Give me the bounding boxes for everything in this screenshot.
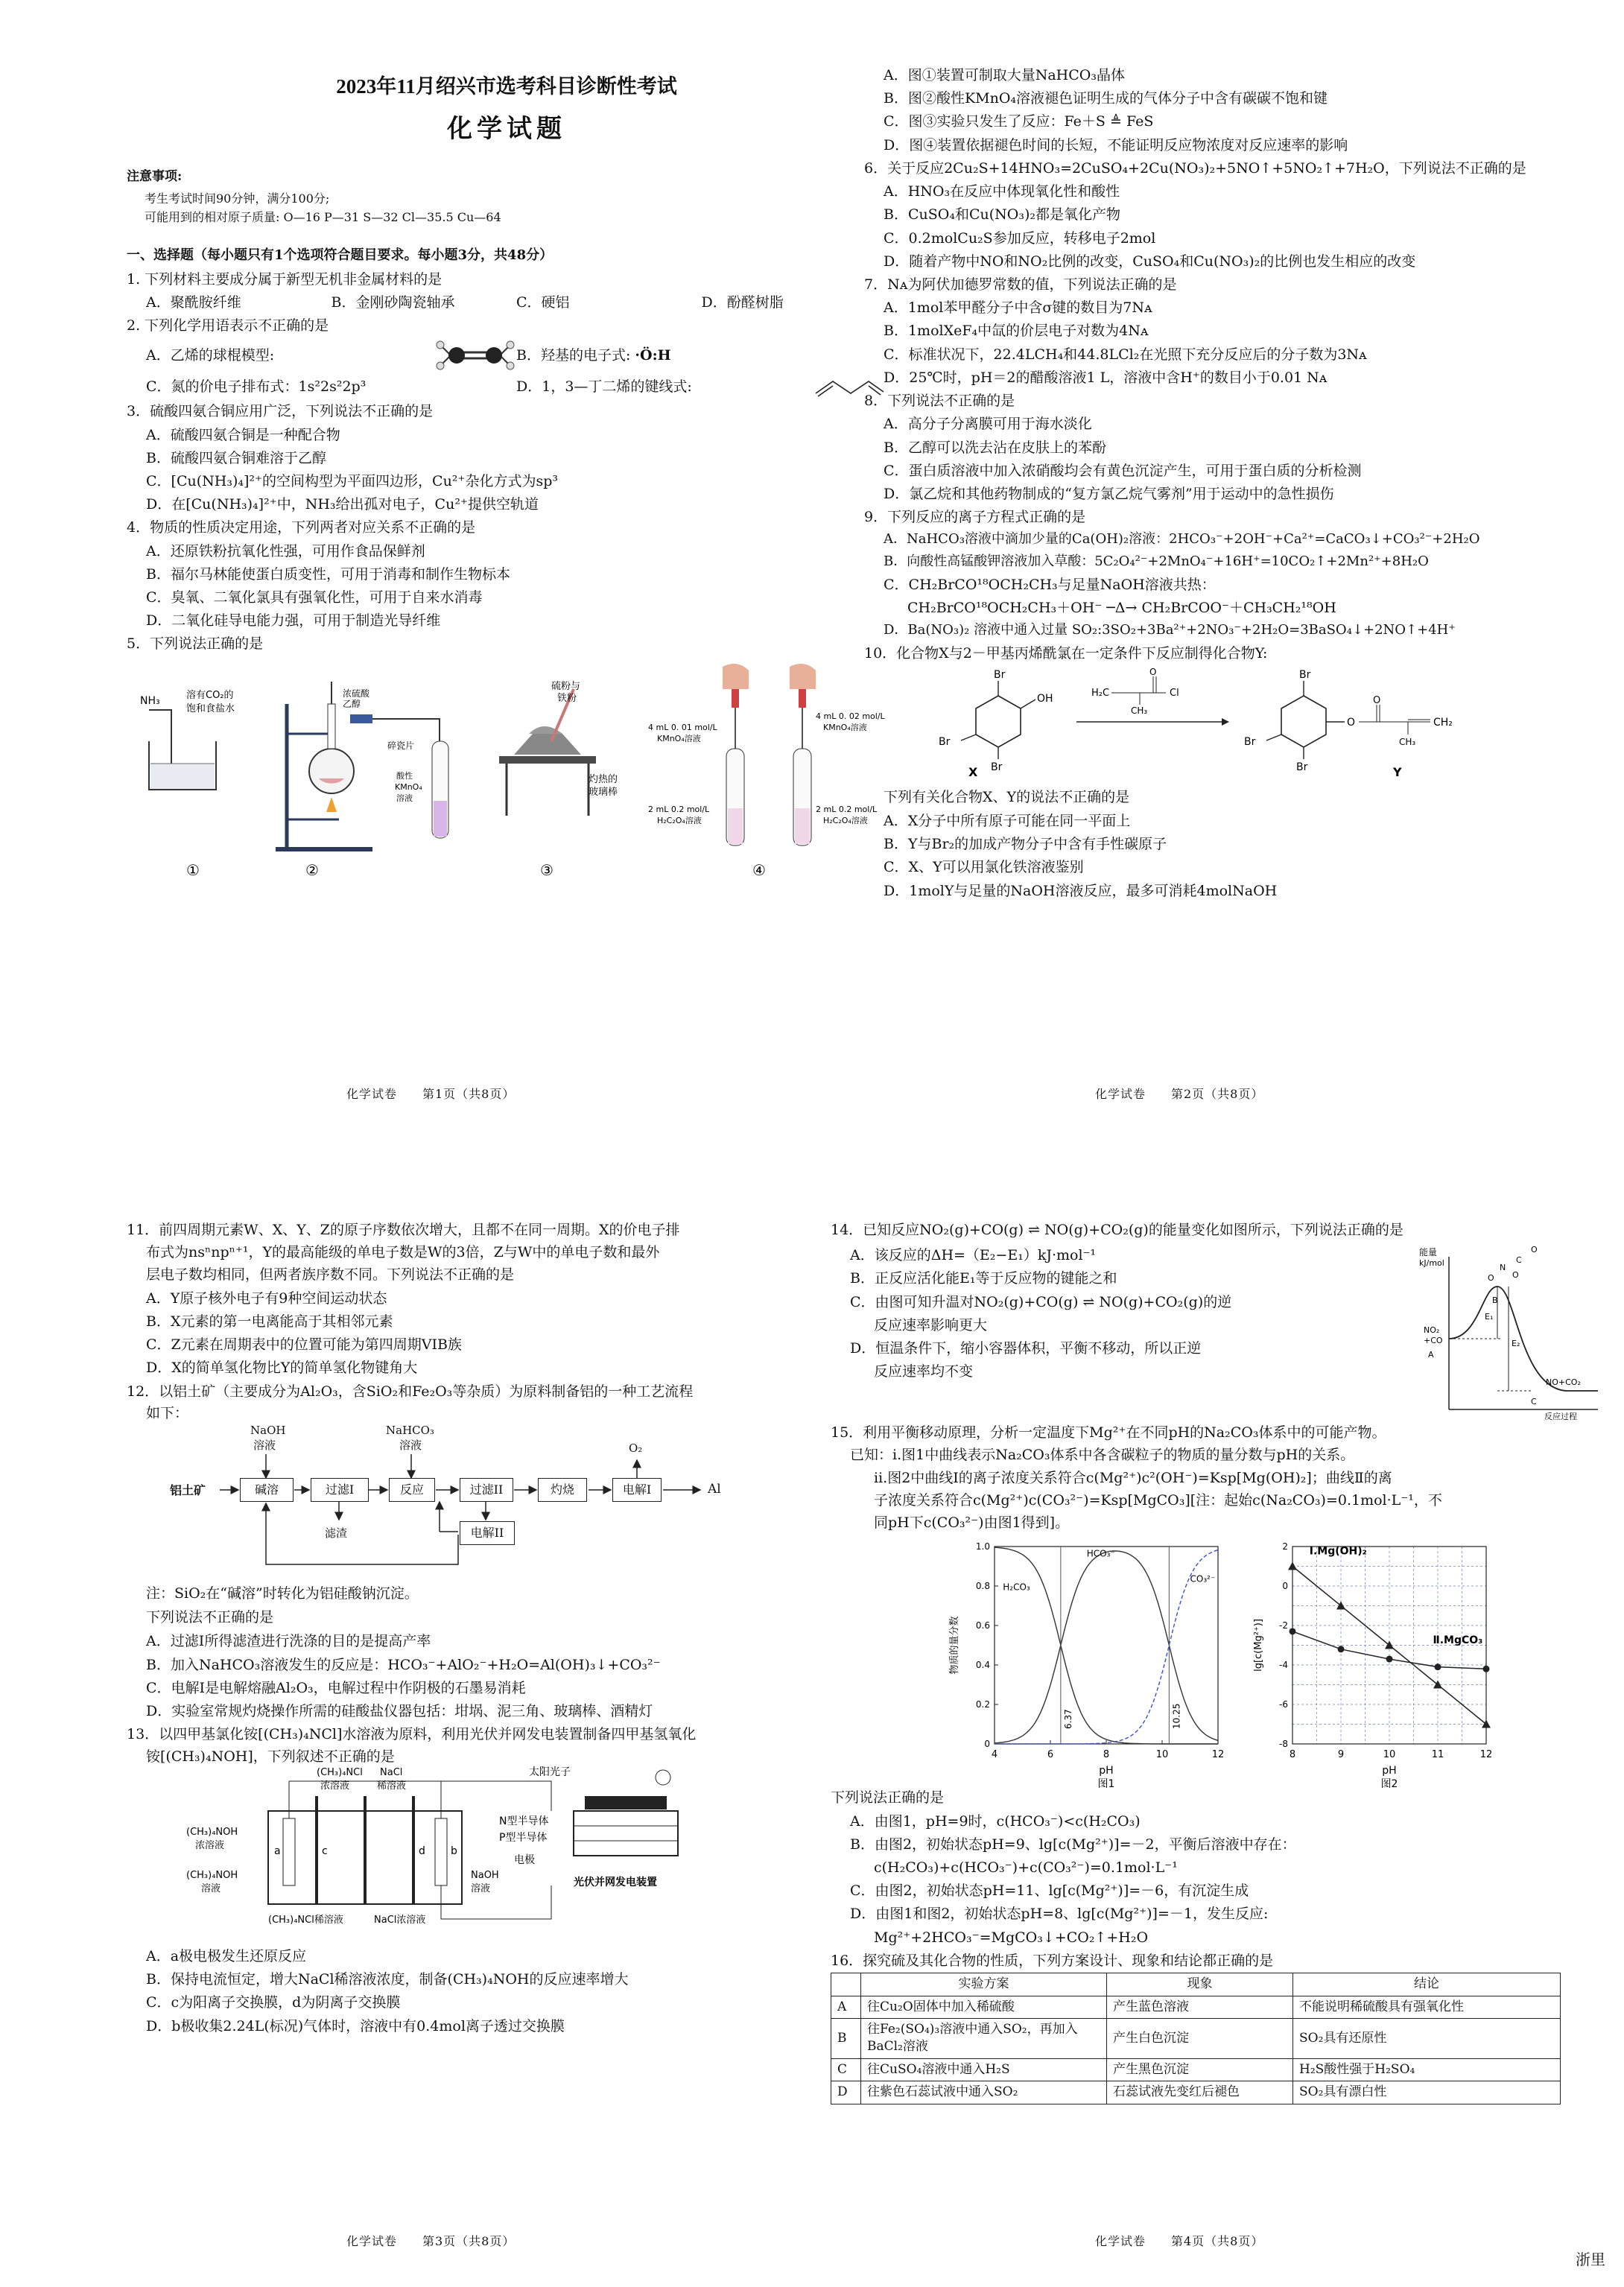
y-tick-label: -8 xyxy=(1279,1739,1288,1750)
option: D．恒温条件下，缩小容器体积，平衡不移动，所以正逆 xyxy=(850,1340,1202,1357)
question-2-row-1 xyxy=(127,339,886,372)
option-d xyxy=(516,375,886,398)
option: B．乙醇可以洗去沾在皮肤上的苯酚 xyxy=(884,439,1106,456)
page-4 xyxy=(831,1218,1605,2104)
option-continued: Mg²⁺+2HCO₃⁻=MgCO₃↓+CO₂↑+H₂O xyxy=(874,1929,1149,1946)
ethylene-ball-stick-icon xyxy=(434,339,516,372)
membrane-c-label: c xyxy=(322,1844,328,1857)
q12-note: 注：SiO₂在“碱溶”时转化为铝硅酸钠沉淀。 xyxy=(146,1585,419,1602)
option: C．CH₂BrCO¹⁸OCH₂CH₃与足量NaOH溶液共热： xyxy=(884,577,1216,594)
q13-electrolysis-diagram xyxy=(179,1766,849,1938)
diagram-label: 太阳光子 xyxy=(529,1766,571,1778)
q5-apparatus-figures xyxy=(127,659,885,883)
x-br-label: Br xyxy=(939,735,951,748)
fig-label: E₂ xyxy=(1512,1339,1520,1349)
table-cell: 石蕊试液先变红后褪色 xyxy=(1107,2081,1293,2104)
notice-heading: 注意事项: xyxy=(127,169,183,185)
fig3-label: 玻璃棒 xyxy=(589,786,618,798)
y-tick-label: 0.2 xyxy=(975,1699,990,1710)
option: D．b极收集2.24L(标况)气体时，溶液中有0.4mol离子透过交换膜 xyxy=(146,2017,565,2034)
diagram-label: 溶液 xyxy=(201,1882,221,1894)
fig4-label: 2 mL 0.2 mol/L xyxy=(816,804,878,814)
fig2-label: 溶液 xyxy=(396,793,413,803)
q16-table xyxy=(831,1973,1561,2104)
notice-line-2: 可能用到的相对原子质量: O—16 P—31 S—32 Cl—35.5 Cu—64 xyxy=(145,210,501,225)
plot-frame xyxy=(995,1547,1218,1744)
fig-label: E₁ xyxy=(1485,1312,1494,1322)
fig-label: +CO xyxy=(1424,1336,1443,1346)
fig-label: O xyxy=(1488,1273,1494,1284)
apparatus-2 xyxy=(276,682,448,849)
data-point xyxy=(1386,1656,1393,1663)
option: A．1mol苯甲醛分子中含σ键的数目为7Nᴀ xyxy=(884,299,1152,317)
table-row xyxy=(831,2018,1561,2058)
y-tick-label: -2 xyxy=(1279,1620,1288,1631)
y-br-label: Br xyxy=(1244,735,1256,748)
data-point xyxy=(1288,1562,1297,1570)
corner-watermark: 浙里 xyxy=(1576,2250,1605,2269)
q10-sub-stem: 下列有关化合物X、Y的说法不正确的是 xyxy=(884,788,1130,805)
chart-title: 图1 xyxy=(1097,1778,1115,1791)
series-label: Ⅰ.Mg(OH)₂ xyxy=(1309,1545,1367,1558)
y-tick-label: 0 xyxy=(1282,1581,1288,1592)
flow-box: 碱溶 xyxy=(240,1478,294,1502)
q15-known-line: 同pH下c(CO₃²⁻)由图1得到]。 xyxy=(874,1514,1070,1532)
option: D．图④装置依据褪色时间的长短，不能证明反应物浓度对反应速率的影响 xyxy=(884,136,1348,153)
fig-label: B xyxy=(1492,1295,1498,1306)
data-point xyxy=(1435,1663,1441,1670)
question-12-stem-line: 12．以铝土矿（主要成分为Al₂O₃，含SiO₂和Fe₂O₃等杂质）为原料制备铝的一种工艺流程 xyxy=(127,1383,694,1400)
option: A．NaHCO₃溶液中滴加少量的Ca(OH)₂溶液：2HCO₃⁻+2OH⁻+Ca²⁺=CaCO₃↓+CO₃²⁻+2H₂O xyxy=(884,531,1480,548)
flow-reagent: 溶液 xyxy=(399,1438,422,1452)
option: B．金刚砂陶瓷轴承 xyxy=(331,294,455,311)
option: C．0.2molCu₂S参加反应，转移电子2mol xyxy=(884,229,1156,247)
question-15-stem: 15．利用平衡移动原理，分析一定温度下Mg²⁺在不同pH的Na₂CO₃体系中的可能产物。 xyxy=(831,1424,1386,1441)
fig-label: A xyxy=(1428,1350,1434,1360)
q15-charts xyxy=(831,1535,1605,1791)
question-11-stem-line: 布式为nsⁿnpⁿ⁺¹，Y的最高能级的单电子数是W的3倍，Z与W中的单电子数和最外 xyxy=(146,1244,660,1261)
question-8-stem: 8．下列说法不正确的是 xyxy=(864,393,1015,410)
option: B．1molXeF₄中氙的价层电子对数为4Nᴀ xyxy=(884,323,1149,340)
section-heading: 一、选择题（每小题只有1个选项符合题目要求。每小题3分，共48分） xyxy=(127,247,554,263)
reagent-label: H₂C xyxy=(1091,687,1110,699)
option: A．高分子分离膜可用于海水淡化 xyxy=(884,416,1092,433)
chart-figure-2 xyxy=(1248,1535,1501,1791)
diagram-label: (CH₃)₄NCl xyxy=(317,1766,363,1778)
equation-line: CH₂BrCO¹⁸OCH₂CH₃＋OH⁻ ─Δ→ CH₂BrCOO⁻＋CH₃CH₂¹⁸OH xyxy=(907,600,1336,617)
diagram-label: (CH₃)₄NOH xyxy=(186,1826,238,1838)
table-row xyxy=(831,2058,1561,2081)
x-tick-label: 11 xyxy=(1431,1749,1444,1761)
option: D．25℃时，pH＝2的醋酸溶液1 L，溶液中含H⁺的数目小于0.01 Nᴀ xyxy=(884,369,1328,386)
fig4-label: 4 mL 0. 02 mol/L xyxy=(816,711,885,721)
page-footer-2: 化学试卷 第2页（共8页） xyxy=(1095,1087,1264,1101)
option: A．还原铁粉抗氧化性强，可用作食品保鲜剂 xyxy=(146,542,425,559)
fig4-label: 4 mL 0. 01 mol/L xyxy=(648,722,717,732)
question-1-options xyxy=(127,293,886,312)
fig2-label: 酸性 xyxy=(396,770,413,781)
option: A．HNO₃在反应中体现氧化性和酸性 xyxy=(884,183,1120,200)
chart-figure-1 xyxy=(935,1535,1233,1791)
fig-number-4: ④ xyxy=(752,860,766,879)
question-14-stem: 14．已知反应NO₂(g)+CO(g) ⇌ NO(g)+CO₂(g)的能量变化如图所示，下列说法正确的是 xyxy=(831,1222,1403,1238)
x-tick-label: 10 xyxy=(1383,1749,1396,1761)
y-ch2-label: CH₂ xyxy=(1433,716,1453,729)
compound-y-label: Y xyxy=(1393,764,1402,779)
option: A．a极电极发生还原反应 xyxy=(146,1947,307,1964)
option-c: C．氮的价电子排布式：1s²2s²2p³ xyxy=(146,378,367,396)
fig-label: N xyxy=(1500,1263,1506,1273)
option: C．Z元素在周期表中的位置可能为第四周期VIB族 xyxy=(146,1336,462,1354)
fig4-label: H₂C₂O₄溶液 xyxy=(657,815,702,825)
table-row xyxy=(831,1996,1561,2018)
table-cell: C xyxy=(831,2058,861,2081)
series-line xyxy=(995,1548,1218,1743)
page-footer-1: 化学试卷 第1页（共8页） xyxy=(346,1087,516,1101)
fig-label: C xyxy=(1516,1255,1522,1266)
diagram-label: NaCl xyxy=(380,1766,403,1778)
hydroxyl-electron-formula: ·Ö:H xyxy=(635,347,671,364)
fig-label: NO+CO₂ xyxy=(1546,1377,1581,1388)
option: A．聚酰胺纤维 xyxy=(146,294,241,311)
reagent-label: Cl xyxy=(1170,687,1179,699)
electrode-a-label: a xyxy=(274,1844,281,1857)
y-o-label: O xyxy=(1373,694,1381,706)
question-7-stem: 7．Nᴀ为阿伏加德罗常数的值，下列说法正确的是 xyxy=(864,276,1177,293)
pka-annotation: 6.37 xyxy=(1062,1709,1073,1730)
option: D．由图1和图2，初始状态pH=8、lg[c(Mg²⁺)]=－1，发生反应: xyxy=(850,1906,1269,1923)
option: D．实验室常规灼烧操作所需的硅酸盐仪器包括：坩埚、泥三角、玻璃棒、酒精灯 xyxy=(146,1703,653,1720)
question-11-stem-line: 层电子数均相同，但两者族序数不同。下列说法不正确的是 xyxy=(146,1266,515,1284)
option: C．臭氧、二氧化氯具有强氧化性，可用于自来水消毒 xyxy=(146,589,483,606)
question-13-stem-line: 13．以四甲基氯化铵[(CH₃)₄NCl]水溶液为原料，利用光伏并网发电装置制备四甲基氢氧化 xyxy=(127,1726,697,1743)
table-cell: 往紫色石蕊试液中通入SO₂ xyxy=(861,2081,1107,2104)
q15-sub-stem: 下列说法正确的是 xyxy=(831,1789,945,1807)
option: D．1molY与足量的NaOH溶液反应，最多可消耗4molNaOH xyxy=(884,882,1278,899)
option: C．c为阳离子交换膜，d为阴离子交换膜 xyxy=(146,1994,401,2011)
fig-label: 反应过程 xyxy=(1544,1412,1577,1422)
flow-box: 电解I xyxy=(612,1478,662,1502)
y-tick-label: -4 xyxy=(1279,1660,1288,1671)
diagram-label: 电极 xyxy=(514,1853,535,1866)
option: B．加入NaHCO₃溶液发生的反应是：HCO₃⁻+AlO₂⁻+H₂O=Al(OH)₃↓+CO₃²⁻ xyxy=(146,1656,661,1673)
question-10-stem: 10．化合物X与2－甲基丙烯酰氯在一定条件下反应制得化合物Y: xyxy=(864,645,1268,662)
membrane-d-label: d xyxy=(419,1844,425,1857)
y-axis-label: lg[c(Mg²⁺)] xyxy=(1253,1619,1264,1672)
fig3-label: 灼热的 xyxy=(589,773,618,785)
option: B．CuSO₄和Cu(NO₃)₂都是氧化产物 xyxy=(884,206,1120,223)
q14-options xyxy=(831,1242,1419,1421)
x-tick-label: 12 xyxy=(1211,1749,1225,1761)
option: C．蛋白质溶液中加入浓硝酸均会有黄色沉淀产生，可用于蛋白质的分析检测 xyxy=(884,462,1362,479)
reagent-label: O xyxy=(1149,666,1157,677)
page-footer-4: 化学试卷 第4页（共8页） xyxy=(1095,2234,1264,2248)
option: B．正反应活化能E₁等于反应物的键能之和 xyxy=(850,1270,1117,1287)
option: A．过滤Ⅰ所得滤渣进行洗涤的目的是提高产率 xyxy=(146,1633,431,1650)
fig2-label: 乙醇 xyxy=(343,698,361,709)
x-tick-label: 4 xyxy=(991,1749,998,1761)
series-label: Ⅱ.MgCO₃ xyxy=(1433,1634,1483,1647)
q12-flowchart xyxy=(164,1423,886,1579)
apparatus-3 xyxy=(499,680,618,816)
option: B．福尔马林能使蛋白质变性，可用于消毒和制作生物标本 xyxy=(146,565,510,583)
flow-output: 滤渣 xyxy=(325,1526,348,1540)
fig1-label: 溶有CO₂的 xyxy=(186,689,234,701)
table-cell: 产生白色沉淀 xyxy=(1107,2018,1293,2058)
q15-known-line: 已知：ⅰ.图1中曲线表示Na₂CO₃体系中各含碳粒子的物质的量分数与pH的关系。 xyxy=(850,1447,1355,1464)
page-1 xyxy=(127,67,886,888)
table-header-row xyxy=(831,1973,1561,1996)
fig3-label: 硫粉与 xyxy=(551,680,581,692)
question-11-stem-line: 11．前四周期元素W、X、Y、Z的原子序数依次增大，且都不在同一周期。X的价电子排 xyxy=(127,1222,680,1238)
diagram-label: (CH₃)₄NOH xyxy=(186,1869,238,1881)
diagram-label: P型半导体 xyxy=(499,1831,548,1844)
x-tick-label: 6 xyxy=(1047,1749,1054,1761)
fig-label: NO₂ xyxy=(1424,1325,1440,1336)
question-3-stem: 3．硫酸四氨合铜应用广泛，下列说法不正确的是 xyxy=(127,403,434,420)
option: C．标准状况下，22.4LCH₄和44.8LCl₂在光照下充分反应后的分子数为3Nᴀ xyxy=(884,346,1367,363)
electrode-b-label: b xyxy=(451,1844,457,1857)
q14-body xyxy=(831,1242,1605,1421)
table-header-cell xyxy=(831,1973,861,1996)
option-continued: 反应速率影响更大 xyxy=(874,1316,988,1333)
y-tick-label: -6 xyxy=(1279,1699,1288,1710)
q15-known-line: ⅱ.图2中曲线Ⅰ的离子浓度关系符合c(Mg²⁺)c²(OH⁻)=Ksp[Mg(OH)₂]；曲线Ⅱ的离 xyxy=(874,1469,1392,1486)
compound-x-label: X xyxy=(968,764,978,779)
question-12-stem-line: 如下： xyxy=(146,1404,189,1421)
table-cell: A xyxy=(831,1996,861,2018)
series-line xyxy=(995,1547,1218,1744)
x-axis-label: pH xyxy=(1382,1765,1397,1777)
question-5-stem: 5．下列说法正确的是 xyxy=(127,635,264,653)
subject-title: 化学试题 xyxy=(447,115,566,144)
data-point xyxy=(1338,1646,1345,1653)
fig1-label: 饱和食盐水 xyxy=(186,702,235,714)
x-br-label: Br xyxy=(994,668,1006,681)
option-continued: 反应速率均不变 xyxy=(874,1363,974,1380)
fig4-label: H₂C₂O₄溶液 xyxy=(823,815,868,825)
table-header-cell: 现象 xyxy=(1107,1973,1293,1996)
table-cell: 往CuSO₄溶液中通入H₂S xyxy=(861,2058,1107,2081)
y-tick-label: 0.6 xyxy=(975,1620,990,1631)
option: B．保持电流恒定，增大NaCl稀溶液浓度，制备(CH₃)₄NOH的反应速率增大 xyxy=(146,1971,629,1988)
x-tick-label: 12 xyxy=(1479,1749,1493,1761)
table-cell: 不能说明稀硫酸具有强氧化性 xyxy=(1293,1996,1561,2018)
diagram-label: 溶液 xyxy=(471,1882,491,1894)
fig4-label: KMnO₄溶液 xyxy=(657,733,701,743)
table-cell: SO₂具有漂白性 xyxy=(1293,2081,1561,2104)
question-9-stem: 9．下列反应的离子方程式正确的是 xyxy=(864,509,1086,526)
fig2-label: 浓硫酸 xyxy=(343,688,370,699)
flow-box: 灼烧 xyxy=(538,1478,587,1502)
option: D．在[Cu(NH₃)₄]²⁺中，NH₃给出孤对电子，Cu²⁺提供空轨道 xyxy=(146,496,539,513)
option: D．酚醛树脂 xyxy=(701,294,784,311)
option: B．X元素的第一电离能高于其相邻元素 xyxy=(146,1313,393,1330)
series-line xyxy=(995,1550,1218,1744)
x-tick-label: 8 xyxy=(1289,1749,1296,1761)
option-a xyxy=(146,339,516,372)
table-cell: D xyxy=(831,2081,861,2104)
x-tick-label: 8 xyxy=(1103,1749,1110,1761)
question-13-stem-line: 铵[(CH₃)₄NOH]，下列叙述不正确的是 xyxy=(146,1748,395,1765)
y-tick-label: 1.0 xyxy=(975,1541,990,1552)
option: B．硫酸四氨合铜难溶于乙醇 xyxy=(146,449,326,466)
option-b-label: B．羟基的电子式: xyxy=(516,347,631,364)
q12-sub-stem: 下列说法不正确的是 xyxy=(146,1609,274,1626)
fig-label: O xyxy=(1531,1245,1538,1255)
flow-box: 电解II xyxy=(460,1521,515,1545)
chart-title: 图2 xyxy=(1380,1778,1398,1791)
page-2 xyxy=(864,66,1624,904)
series-label: H₂CO₃ xyxy=(1003,1582,1030,1593)
option: D．二氧化硅导电能力强，可用于制造光导纤维 xyxy=(146,612,441,629)
diagram-label: NaOH xyxy=(471,1869,499,1881)
table-cell: 往Cu₂O固体中加入稀硫酸 xyxy=(861,1996,1107,2018)
diagram-label: NaCl浓溶液 xyxy=(374,1914,426,1926)
q15-known-line: 子浓度关系符合c(Mg²⁺)c(CO₃²⁻)=Ksp[MgCO₃][注：起始c(Na₂CO₃)=0.1mol·L⁻¹，不 xyxy=(874,1491,1442,1509)
y-br-label: Br xyxy=(1296,761,1308,773)
flow-box: 反应 xyxy=(389,1478,435,1502)
option: D．X的简单氢化物比Y的简单氢化物键角大 xyxy=(146,1360,418,1377)
table-cell: 往Fe₂(SO₄)₃溶液中通入SO₂，再加入BaCl₂溶液 xyxy=(861,2018,1107,2058)
q10-reaction-scheme xyxy=(916,666,1587,778)
option: B．图②酸性KMnO₄溶液褪色证明生成的气体分子中含有碳碳不饱和键 xyxy=(884,90,1328,107)
option: D．随着产物中NO和NO₂比例的改变，CuSO₄和Cu(NO₃)₂的比例也发生相应的改变 xyxy=(884,253,1416,270)
fig1-label: NH₃ xyxy=(140,694,160,707)
option: C．图③实验只发生了反应：Fe＋S ≜ FeS xyxy=(884,113,1154,130)
table-cell: B xyxy=(831,2018,861,2058)
option: A．图①装置可制取大量NaHCO₃晶体 xyxy=(884,67,1125,83)
flow-output: Al xyxy=(708,1481,721,1497)
option: A．Y原子核外电子有9种空间运动状态 xyxy=(146,1290,387,1307)
page-3 xyxy=(127,1218,886,2040)
option-continued: c(H₂CO₃)+c(HCO₃⁻)+c(CO₃²⁻)=0.1mol·L⁻¹ xyxy=(874,1859,1178,1876)
table-row xyxy=(831,2081,1561,2104)
option: A．由图1，pH=9时，c(HCO₃⁻)<c(H₂CO₃) xyxy=(850,1812,1141,1830)
fig-label: 能量 xyxy=(1419,1247,1438,1258)
option: B．向酸性高锰酸钾溶液加入草酸：5C₂O₄²⁻+2MnO₄⁻+16H⁺=10CO₂↑+2Mn²⁺+8H₂O xyxy=(884,553,1429,570)
q14-energy-diagram xyxy=(1419,1242,1605,1421)
fig2-label: 碎瓷片 xyxy=(387,740,415,751)
table-header-cell: 结论 xyxy=(1293,1973,1561,1996)
y-tick-label: 0.8 xyxy=(975,1581,990,1592)
y-br-label: Br xyxy=(1299,668,1311,681)
diagram-label: 光伏并网发电装置 xyxy=(574,1876,657,1888)
flow-reagent: 溶液 xyxy=(253,1438,276,1452)
y-ch3-label: CH₃ xyxy=(1399,736,1416,747)
option: A．X分子中所有原子可能在同一平面上 xyxy=(884,812,1131,829)
question-2-stem: 2. 下列化学用语表示不正确的是 xyxy=(127,317,329,334)
fig3-label: 铁粉 xyxy=(557,692,577,704)
option: A．该反应的ΔH=（E₂−E₁）kJ·mol⁻¹ xyxy=(850,1247,1097,1264)
flow-reagent: NaOH xyxy=(250,1423,286,1437)
diagram-label: (CH₃)₄NCl稀溶液 xyxy=(268,1914,343,1926)
table-header-cell: 实验方案 xyxy=(861,1973,1107,1996)
pka-annotation: 10.25 xyxy=(1171,1703,1182,1730)
option: D．Ba(NO₃)₂ 溶液中通入过量 SO₂:3SO₂+3Ba²⁺+2NO₃⁻+2H₂O=3BaSO₄↓+2NO↑+4H⁺ xyxy=(884,622,1456,638)
question-2-row-2 xyxy=(127,375,886,398)
y-axis-label: 物质的量分数 xyxy=(949,1616,960,1675)
y-tick-label: 0.4 xyxy=(975,1660,990,1671)
option-d-label: D．1，3—丁二烯的键线式: xyxy=(516,378,692,396)
series-label: HCO₃⁻ xyxy=(1086,1548,1115,1559)
flow-box: 过滤I xyxy=(311,1478,369,1502)
option-a-label: A．乙烯的球棍模型: xyxy=(146,347,275,364)
x-tick-label: 10 xyxy=(1155,1749,1169,1761)
exam-title: 2023年11月绍兴市选考科目诊断性考试 xyxy=(336,75,677,98)
data-point xyxy=(1483,1666,1490,1672)
fig4-label: KMnO₄溶液 xyxy=(823,722,867,732)
apparatus-4 xyxy=(648,664,886,846)
x-axis-label: pH xyxy=(1099,1765,1114,1777)
fig-number-1: ① xyxy=(186,860,200,879)
x-br-label: Br xyxy=(991,761,1003,773)
y-tick-label: 2 xyxy=(1282,1541,1288,1552)
option: A．硫酸四氨合铜是一种配合物 xyxy=(146,426,340,443)
x-oh-label: OH xyxy=(1037,692,1053,705)
reagent-label: CH₃ xyxy=(1131,705,1148,716)
diagram-label: 稀溶液 xyxy=(377,1780,407,1792)
option: C．由图可知升温对NO₂(g)+CO(g) ⇌ NO(g)+CO₂(g)的逆 xyxy=(850,1293,1232,1310)
option: C．电解Ⅰ是电解熔融Al₂O₃，电解过程中作阴极的石墨易消耗 xyxy=(146,1679,526,1696)
question-16-stem: 16．探究硫及其化合物的性质，下列方案设计、现象和结论都正确的是 xyxy=(831,1952,1274,1969)
question-6-stem: 6．关于反应2Cu₂S+14HNO₃=2CuSO₄+2Cu(NO₃)₂+5NO↑+5NO₂↑+7H₂O，下列说法不正确的是 xyxy=(864,159,1526,177)
question-4-stem: 4．物质的性质决定用途，下列两者对应关系不正确的是 xyxy=(127,519,476,536)
option: C．[Cu(NH₃)₄]²⁺的空间构型为平面四边形，Cu²⁺杂化方式为sp³ xyxy=(146,472,558,489)
option: B．Y与Br₂的加成产物分子中含有手性碳原子 xyxy=(884,836,1167,853)
table-cell: H₂S酸性强于H₂SO₄ xyxy=(1293,2058,1561,2081)
option: C．由图2，初始状态pH=11、lg[c(Mg²⁺)]=－6，有沉淀生成 xyxy=(850,1882,1249,1900)
series-label: CO₃²⁻ xyxy=(1190,1574,1216,1585)
option: B．由图2，初始状态pH=9、lg[c(Mg²⁺)]=－2，平衡后溶液中存在： xyxy=(850,1836,1296,1853)
diagram-label: N型半导体 xyxy=(499,1815,549,1827)
fig-label: O xyxy=(1512,1270,1519,1281)
y-o-label: O xyxy=(1347,716,1356,729)
flow-start: 铝土矿 xyxy=(164,1479,212,1502)
y-tick-label: 0 xyxy=(984,1739,990,1750)
flow-reagent: O₂ xyxy=(629,1441,643,1455)
flow-box: 过滤II xyxy=(460,1478,513,1502)
option: C．硬铝 xyxy=(516,294,570,311)
fig-label: C xyxy=(1531,1397,1537,1407)
data-point xyxy=(1290,1628,1296,1635)
fig-label: kJ/mol xyxy=(1419,1258,1444,1269)
table-cell: 产生黑色沉淀 xyxy=(1107,2058,1293,2081)
fig2-label: KMnO₄ xyxy=(395,781,422,792)
option: C．X、Y可以用氯化铁溶液鉴别 xyxy=(884,859,1084,876)
table-cell: SO₂具有还原性 xyxy=(1293,2018,1561,2058)
option: D．氯乙烷和其他药物制成的“复方氯乙烷气雾剂”用于运动中的急性损伤 xyxy=(884,485,1334,502)
fig-number-2: ② xyxy=(305,860,319,879)
table-cell: 产生蓝色溶液 xyxy=(1107,1996,1293,2018)
x-tick-label: 9 xyxy=(1337,1749,1345,1761)
notice-line-1: 考生考试时间90分钟，满分100分; xyxy=(145,191,330,206)
page-footer-3: 化学试卷 第3页（共8页） xyxy=(346,2234,516,2248)
question-1-stem: 1. 下列材料主要成分属于新型无机非金属材料的是 xyxy=(127,270,443,288)
fig4-label: 2 mL 0.2 mol/L xyxy=(648,804,710,814)
diagram-label: 浓溶液 xyxy=(195,1839,225,1851)
flow-reagent: NaHCO₃ xyxy=(386,1423,434,1437)
fig-number-3: ③ xyxy=(540,860,554,879)
option-b xyxy=(516,346,886,365)
apparatus-1 xyxy=(140,689,235,790)
diagram-label: 浓溶液 xyxy=(320,1780,350,1792)
